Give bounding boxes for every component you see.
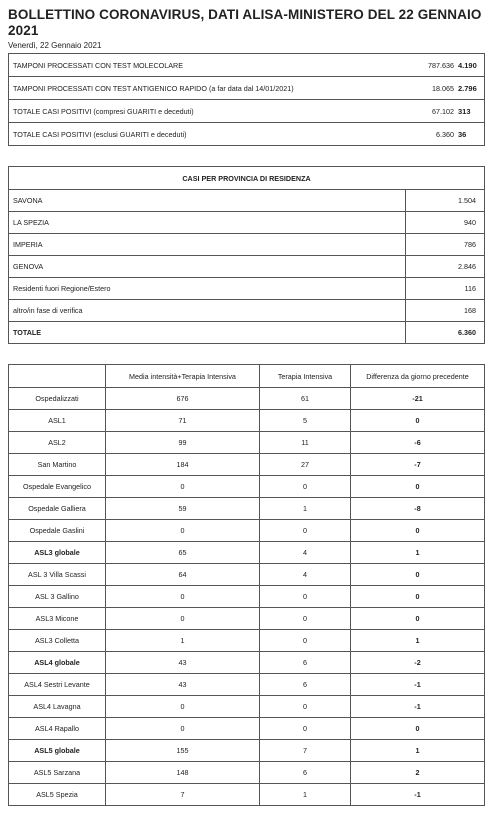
- summary-delta: 2.796: [456, 77, 485, 100]
- province-value: 786: [406, 234, 485, 256]
- province-value: 116: [406, 278, 485, 300]
- hospital-row: [9, 388, 485, 410]
- hospital-row: [9, 784, 485, 806]
- hospital-row: [9, 564, 485, 586]
- hospital-row: [9, 762, 485, 784]
- hospital-row: [9, 586, 485, 608]
- hospital-diff: -7: [351, 454, 485, 476]
- summary-delta: 36: [456, 123, 485, 146]
- hospital-diff: -1: [351, 696, 485, 718]
- hospital-name: ASL3 Micone: [9, 608, 106, 630]
- hospital-name: ASL5 Sarzana: [9, 762, 106, 784]
- hospital-row: [9, 432, 485, 454]
- hospital-diff: 1: [351, 740, 485, 762]
- hospital-row: [9, 454, 485, 476]
- hospital-media: 676: [106, 388, 260, 410]
- hospital-media: 0: [106, 608, 260, 630]
- hospital-name: Ospedale Galliera: [9, 498, 106, 520]
- province-label: LA SPEZIA: [9, 212, 406, 234]
- province-value: 1.504: [406, 190, 485, 212]
- hospital-name: ASL1: [9, 410, 106, 432]
- summary-value: 6.360: [418, 123, 456, 146]
- page-title: BOLLETTINO CORONAVIRUS, DATI ALISA-MINISTERO DEL 22 GENNAIO 2021: [8, 7, 482, 38]
- hospital-ti: 7: [260, 740, 351, 762]
- summary-row: [9, 54, 485, 77]
- hospital-row: [9, 542, 485, 564]
- hospital-ti: 0: [260, 476, 351, 498]
- province-row: [9, 256, 485, 278]
- province-label: IMPERIA: [9, 234, 406, 256]
- summary-table: [8, 53, 485, 146]
- hospital-media: 148: [106, 762, 260, 784]
- province-label: altro/in fase di verifica: [9, 300, 406, 322]
- hospital-media: 65: [106, 542, 260, 564]
- hospital-diff: 0: [351, 586, 485, 608]
- hospital-row: [9, 740, 485, 762]
- hospital-row: [9, 652, 485, 674]
- hospital-row: [9, 520, 485, 542]
- hospital-media: 99: [106, 432, 260, 454]
- hospital-ti: 0: [260, 718, 351, 740]
- hospital-media: 0: [106, 696, 260, 718]
- hospital-name: ASL5 Spezia: [9, 784, 106, 806]
- summary-label: TAMPONI PROCESSATI CON TEST MOLECOLARE: [9, 54, 419, 77]
- province-row: [9, 190, 485, 212]
- hospital-ti: 0: [260, 608, 351, 630]
- summary-delta: 4.190: [456, 54, 485, 77]
- hospital-name: ASL4 globale: [9, 652, 106, 674]
- hospital-name: ASL4 Lavagna: [9, 696, 106, 718]
- hospital-media: 64: [106, 564, 260, 586]
- hospital-diff: -2: [351, 652, 485, 674]
- hospital-name: ASL3 globale: [9, 542, 106, 564]
- hospital-row: [9, 498, 485, 520]
- summary-delta: 313: [456, 100, 485, 123]
- hospital-name: ASL3 Colletta: [9, 630, 106, 652]
- hospital-ti: 0: [260, 586, 351, 608]
- hospital-ti: 61: [260, 388, 351, 410]
- summary-row: [9, 77, 485, 100]
- hospital-table: [8, 364, 485, 806]
- hospital-diff: 1: [351, 630, 485, 652]
- summary-label: TOTALE CASI POSITIVI (esclusi GUARITI e deceduti): [9, 123, 419, 146]
- hospital-header-diff: Differenza da giorno precedente: [351, 365, 485, 388]
- summary-row: [9, 100, 485, 123]
- hospital-ti: 5: [260, 410, 351, 432]
- hospital-media: 0: [106, 476, 260, 498]
- province-row: [9, 234, 485, 256]
- hospital-row: [9, 608, 485, 630]
- hospital-ti: 6: [260, 674, 351, 696]
- hospital-name: ASL 3 Gallino: [9, 586, 106, 608]
- hospital-diff: -8: [351, 498, 485, 520]
- hospital-ti: 11: [260, 432, 351, 454]
- hospital-ti: 6: [260, 762, 351, 784]
- hospital-row: [9, 630, 485, 652]
- summary-value: 67.102: [418, 100, 456, 123]
- hospital-media: 155: [106, 740, 260, 762]
- hospital-row: [9, 718, 485, 740]
- hospital-ti: 27: [260, 454, 351, 476]
- hospital-media: 0: [106, 586, 260, 608]
- hospital-name: Ospedalizzati: [9, 388, 106, 410]
- hospital-ti: 1: [260, 498, 351, 520]
- summary-value: 787.636: [418, 54, 456, 77]
- hospital-media: 43: [106, 652, 260, 674]
- summary-row: [9, 123, 485, 146]
- province-total-row: [9, 322, 485, 344]
- province-label: Residenti fuori Regione/Estero: [9, 278, 406, 300]
- hospital-media: 71: [106, 410, 260, 432]
- province-total-value: 6.360: [406, 322, 485, 344]
- hospital-name: ASL2: [9, 432, 106, 454]
- hospital-diff: 0: [351, 608, 485, 630]
- hospital-header-media: Media intensità+Terapia Intensiva: [106, 365, 260, 388]
- hospital-diff: 0: [351, 476, 485, 498]
- province-header: CASI PER PROVINCIA DI RESIDENZA: [9, 167, 485, 190]
- hospital-row: [9, 696, 485, 718]
- hospital-diff: -21: [351, 388, 485, 410]
- summary-label: TAMPONI PROCESSATI CON TEST ANTIGENICO RAPIDO (a far data dal 14/01/2021): [9, 77, 419, 100]
- province-row: [9, 278, 485, 300]
- hospital-name: San Martino: [9, 454, 106, 476]
- bulletin-date: Venerdì, 22 Gennaio 2021: [8, 41, 102, 50]
- province-value: 940: [406, 212, 485, 234]
- hospital-header-name: [9, 365, 106, 388]
- hospital-row: [9, 674, 485, 696]
- hospital-diff: 0: [351, 520, 485, 542]
- hospital-name: ASL4 Rapallo: [9, 718, 106, 740]
- hospital-row: [9, 476, 485, 498]
- hospital-media: 0: [106, 520, 260, 542]
- hospital-header-ti: Terapia Intensiva: [260, 365, 351, 388]
- province-row: [9, 212, 485, 234]
- hospital-diff: -1: [351, 674, 485, 696]
- hospital-media: 0: [106, 718, 260, 740]
- province-value: 2.846: [406, 256, 485, 278]
- hospital-diff: 0: [351, 564, 485, 586]
- province-total-label: TOTALE: [9, 322, 406, 344]
- hospital-diff: -6: [351, 432, 485, 454]
- hospital-ti: 4: [260, 564, 351, 586]
- hospital-diff: 1: [351, 542, 485, 564]
- hospital-media: 7: [106, 784, 260, 806]
- hospital-media: 59: [106, 498, 260, 520]
- hospital-diff: 0: [351, 410, 485, 432]
- province-table: [8, 166, 485, 344]
- hospital-ti: 0: [260, 520, 351, 542]
- hospital-diff: 0: [351, 718, 485, 740]
- hospital-ti: 0: [260, 696, 351, 718]
- hospital-media: 43: [106, 674, 260, 696]
- summary-label: TOTALE CASI POSITIVI (compresi GUARITI e deceduti): [9, 100, 419, 123]
- summary-value: 18.065: [418, 77, 456, 100]
- hospital-diff: -1: [351, 784, 485, 806]
- province-row: [9, 300, 485, 322]
- hospital-ti: 4: [260, 542, 351, 564]
- hospital-name: ASL5 globale: [9, 740, 106, 762]
- hospital-name: ASL 3 Villa Scassi: [9, 564, 106, 586]
- hospital-diff: 2: [351, 762, 485, 784]
- hospital-ti: 1: [260, 784, 351, 806]
- hospital-ti: 6: [260, 652, 351, 674]
- province-label: GENOVA: [9, 256, 406, 278]
- province-label: SAVONA: [9, 190, 406, 212]
- hospital-ti: 0: [260, 630, 351, 652]
- hospital-name: Ospedale Gaslini: [9, 520, 106, 542]
- hospital-row: [9, 410, 485, 432]
- hospital-media: 184: [106, 454, 260, 476]
- hospital-media: 1: [106, 630, 260, 652]
- hospital-name: Ospedale Evangelico: [9, 476, 106, 498]
- province-value: 168: [406, 300, 485, 322]
- hospital-name: ASL4 Sestri Levante: [9, 674, 106, 696]
- bulletin-page: [0, 7, 500, 806]
